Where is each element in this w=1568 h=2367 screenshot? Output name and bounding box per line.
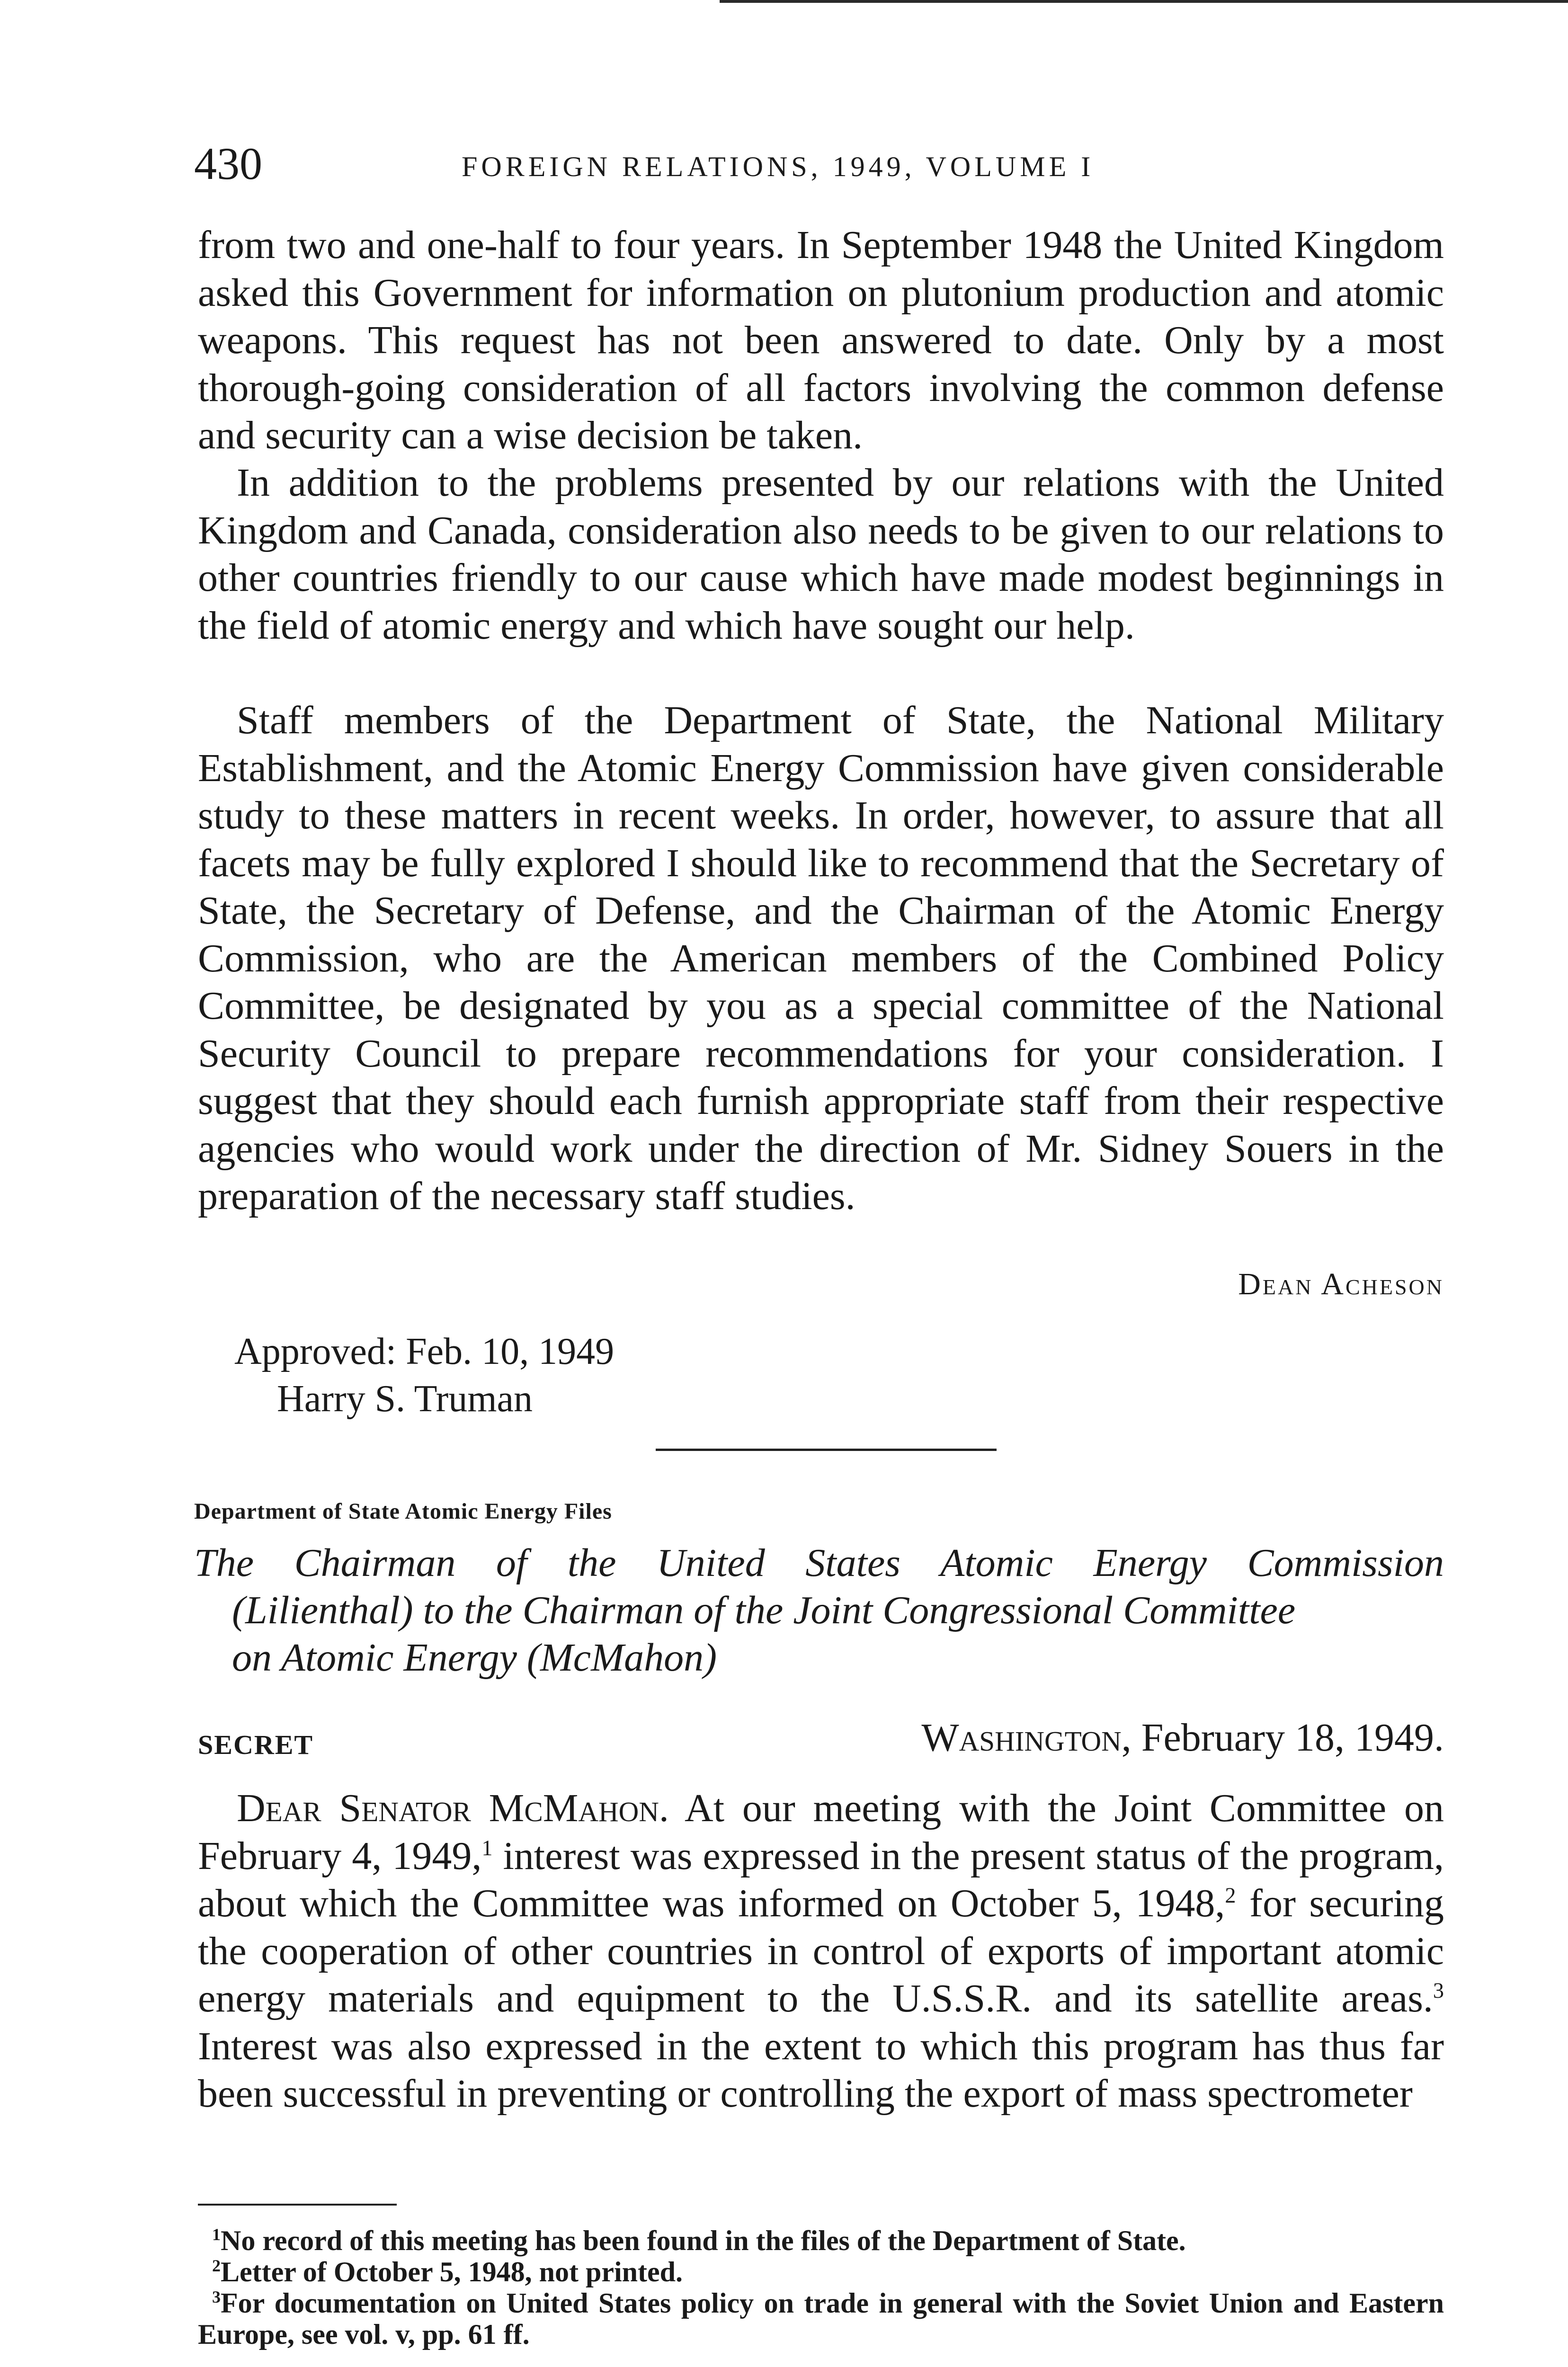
top-border-line xyxy=(720,0,1568,3)
letter-text-c: for securing the cooperation of other countries in control of exports of important atomic energy materials and equipment to the U.S.S.R. and its satellite areas. xyxy=(198,1881,1444,2020)
footnote-ref-1: 1 xyxy=(481,1835,493,1860)
footnote-ref-2: 2 xyxy=(1225,1883,1236,1907)
page-header xyxy=(194,137,1444,194)
footnote-1 xyxy=(198,2225,1444,2256)
signature-acheson: Dean Acheson xyxy=(1238,1267,1444,1301)
approval-date: Approved: Feb. 10, 1949 xyxy=(234,1331,615,1372)
title-line-1: The Chairman of the United States Atomic Energy Commission xyxy=(194,1541,1444,1585)
footnote-text: Letter of October 5, 1948, not printed. xyxy=(221,2256,683,2287)
footnote-ref-3: 3 xyxy=(1433,1978,1444,2002)
dateline-date: February 18, 1949. xyxy=(1141,1716,1444,1760)
title-line-2: (Lilienthal) to the Chairman of the Joint Congressional Committee xyxy=(232,1588,1296,1632)
footnote-mark: 3 xyxy=(212,2287,221,2306)
paragraph-staff-recommendation: Staff members of the Department of State, the National Military Establishment, and the Atomic Energy Commission have given considerable study to these matters in recent weeks. In order, however, to assure that all facets may be fully explored I should like to recommend that the Secretary of State, the Secretary of Defense, and the Chairman of the Atomic Energy Commission, who are the American members of the Combined Policy Committee, be designated by you as a special committee of the National Security Council to prepare recommendations for your consideration. I suggest that they should each furnish appropriate staff from their respective agencies who would work under the direction of Mr. Sidney Souers in the preparation of the necessary staff studies. xyxy=(198,698,1444,1218)
approval-block xyxy=(234,1328,614,1423)
paragraph-relations: In addition to the problems presented by our relations with the United Kingdom and Canada, consideration also needs to be given to our relations to other countries friendly to our cause which have made modest beginnings in the field of atomic energy and which have sought our help. xyxy=(198,461,1444,648)
letter-text-d: Interest was also expressed in the extent to which this program has thus far been successful in preventing or controlling the export of mass spectrometer xyxy=(198,2024,1444,2116)
document-source: Department of State Atomic Energy Files xyxy=(194,1499,612,1524)
letter-paragraph xyxy=(198,1785,1444,2118)
document-title xyxy=(194,1539,1444,1682)
section-divider xyxy=(656,1449,997,1451)
footnotes xyxy=(198,2225,1444,2350)
approval-name: Harry S. Truman xyxy=(277,1378,533,1420)
footnote-2 xyxy=(198,2256,1444,2287)
title-line-3: on Atomic Energy (McMahon) xyxy=(232,1636,717,1680)
letter-text-a: At our meeting with the Joint Committee on February 4, 1949, xyxy=(198,1786,1444,1878)
page-number: 430 xyxy=(194,138,262,189)
dateline-place: Washington, xyxy=(921,1716,1131,1760)
footnote-mark: 2 xyxy=(212,2256,221,2275)
footnote-3 xyxy=(198,2287,1444,2350)
classification-label: SECRET xyxy=(198,1729,314,1760)
paragraph-continuation: from two and one-half to four years. In September 1948 the United Kingdom asked this Government for information on plutonium production and atomic weapons. This request has not been answered to date. Only by a most thorough-going consideration of all factors involving the common defense and security can a wise decision be taken. xyxy=(198,223,1444,457)
footnote-text: No record of this meeting has been found in the files of the Department of State. xyxy=(221,2225,1186,2256)
footnote-rule xyxy=(198,2204,397,2206)
letter-salutation: Dear Senator McMahon. xyxy=(237,1786,669,1830)
footnote-text: For documentation on United States policy on trade in general with the Soviet Union and Eastern Europe, see vol. v, pp. 61 ff. xyxy=(198,2287,1444,2350)
dateline xyxy=(921,1715,1444,1761)
letter-text-b: interest was expressed in the present status of the program, about which the Committee was informed on October 5, 1948, xyxy=(198,1833,1444,1925)
footnote-mark: 1 xyxy=(212,2225,221,2244)
running-head: FOREIGN RELATIONS, 1949, VOLUME I xyxy=(462,151,1095,182)
